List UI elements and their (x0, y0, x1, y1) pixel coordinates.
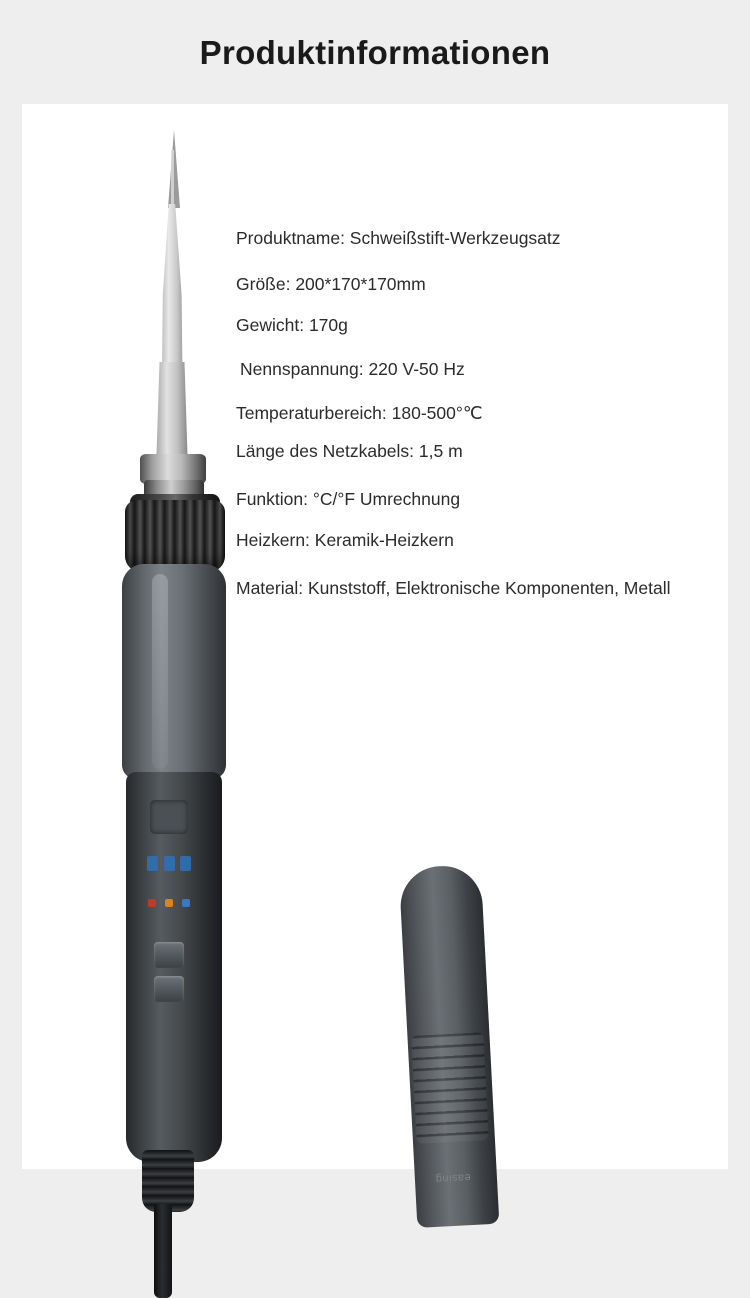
iron-power-cable (154, 1204, 172, 1298)
led-blue-icon (182, 899, 190, 907)
spec-product-name: Produktname: Schweißstift-Werkzeugsatz (236, 228, 561, 248)
spec-cable-length: Länge des Netzkabels: 1,5 m (236, 441, 463, 461)
iron-ribbed-nut (125, 500, 225, 572)
page-title-bar (0, 0, 750, 105)
protective-cap-imprint: easing (435, 1171, 472, 1185)
spec-size: Größe: 200*170*170mm (236, 274, 426, 294)
iron-indicator-leds (148, 897, 190, 909)
iron-strain-relief (142, 1150, 194, 1212)
spec-weight: Gewicht: 170g (236, 315, 348, 335)
spec-temp-range: Temperaturbereich: 180-500°℃ (236, 403, 483, 423)
specification-list (236, 228, 686, 601)
display-digit (180, 856, 191, 871)
protective-cap-ribs (411, 1032, 489, 1144)
product-info-card (22, 104, 728, 1185)
iron-shaft-upper (152, 204, 192, 369)
page-title: Produktinformationen (199, 33, 551, 71)
iron-display-digits (147, 854, 191, 872)
iron-tip-icon (168, 130, 180, 208)
iron-display-screen (150, 800, 188, 834)
led-red-icon (148, 899, 156, 907)
spec-function: Funktion: °C/°F Umrechnung (236, 489, 461, 509)
spec-voltage: Nennspannung: 220 V-50 Hz (240, 359, 465, 379)
spec-material: Material: Kunststoff, Elektronische Komponenten, Metall (236, 578, 671, 598)
led-amber-icon (165, 899, 173, 907)
iron-button-up (154, 942, 184, 968)
iron-tip-highlight (171, 150, 174, 208)
iron-grip (122, 564, 226, 779)
display-digit (147, 856, 158, 871)
iron-button-down (154, 976, 184, 1002)
spec-heating-core: Heizkern: Keramik-Heizkern (236, 530, 454, 550)
iron-shaft-lower (146, 362, 198, 458)
display-digit (164, 856, 175, 871)
iron-grip-highlight (152, 574, 168, 769)
